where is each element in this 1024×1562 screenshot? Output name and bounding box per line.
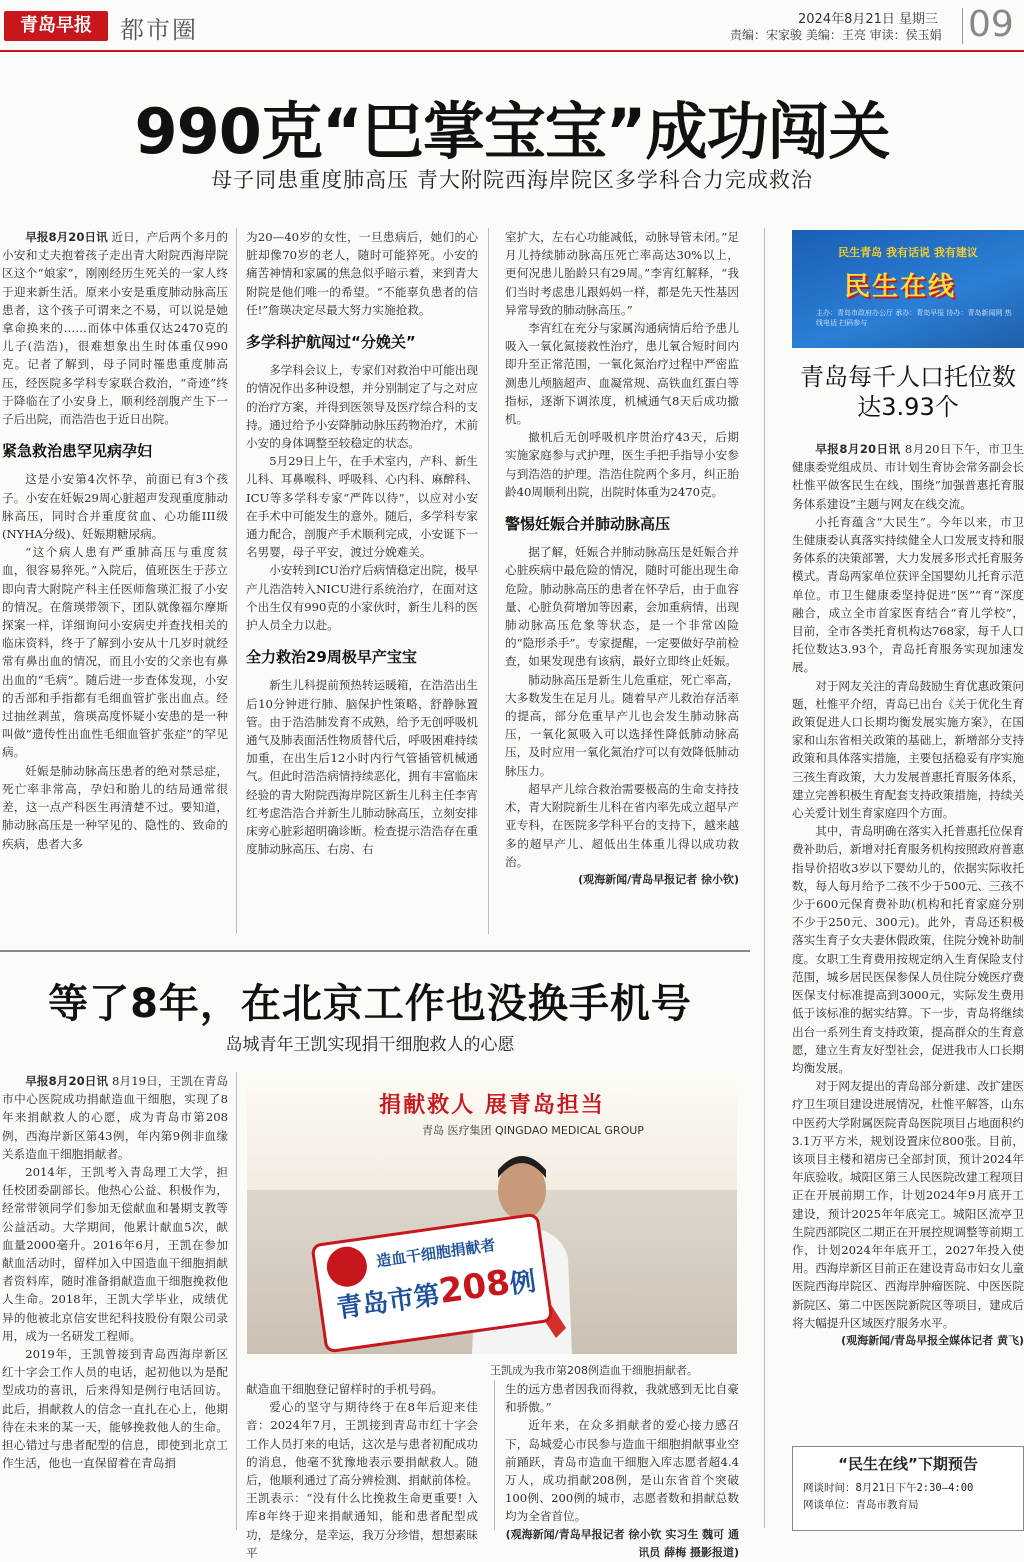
paragraph: 室扩大，左右心功能减低，动脉导管未闭。”足月儿持续肺动脉高压死亡率高达30%以上，更何况患儿胎龄只有29周。”李宵红解释，“我们当时考虑患儿跟妈妈一样，都是先天性基因异常导致的肺动脉高压。” [505, 230, 739, 317]
paragraph: 超早产儿综合救治需要极高的生命支持技术，青大附院新生儿科在省内率先成立超早产亚专科，在医院多学科平台的支持下，越来越多的超早产儿、超低出生体重儿得以成功救治。 [505, 781, 739, 869]
paragraph: 对于网友关注的青岛鼓励生育优惠政策问题，杜惟平介绍，青岛已出台《关于优化生育政策促进人口长期均衡发展实施方案》，在国家和山东省相关政策的基础上，新增部分支持政策和具体落实措施，主要包括稳妥有序实施三孩生育政策，大力发展普惠托育服务体系，建立完善积极生育配套支持政策措施，持续关心关爱计划生育家庭四个方面。 [792, 678, 1024, 821]
paragraph: 肺动脉高压是新生儿危重症，死亡率高，大多数发生在足月儿。随着早产儿救治存活率的提高，部分危重早产儿也会发生肺动脉高压，一氧化氮吸入可以选择性降低肺动脉高压，及时应用一氧化氮治疗可以有效降低肺动脉压力。 [505, 672, 739, 778]
column-divider [494, 1380, 495, 1530]
paragraph: 新生儿科提前预热转运暖箱，在浩浩出生后10分钟进行肺、脑保护性策略，舒静脉置管。由于浩浩肺发育不成熟，给予无创呼吸机通气及肺表面活性物质替代后，呼吸困难持续加重，在出生后12小时内行气管插管机械通气。但此时浩浩病情持续恶化，拥有丰富临床经验的青大附院西海岸院区新生儿科主任李宵红考虑浩浩合并新生儿肺动脉高压，立刻安排床旁心脏彩超明确诊断。检查提示浩浩存在重度肺动脉高压、右房、右 [246, 678, 478, 857]
subhead: 全力救治29周极早产宝宝 [246, 648, 417, 667]
paragraph: 撤机后无创呼吸机序贯治疗43天，后期实施家庭参与式护理，医生手把手指导小安参与到浩浩的护理。浩浩住院两个多月，纠正胎龄40周顺利出院，出院时体重为2470克。 [505, 430, 739, 499]
page-number: 09 [968, 4, 1014, 45]
photo-organization: 青岛 医疗集团 QINGDAO MEDICAL GROUP [422, 1124, 644, 1137]
subhead: 多学科护航闯过“分娩关” [246, 333, 416, 352]
story1-column-2 [246, 228, 478, 934]
paragraph: 生的远方患者因我而得救，我就感到无比自豪和骄傲。” [505, 1382, 739, 1415]
dateline: 早报8月20日讯 [815, 442, 901, 456]
donor-photo [247, 1078, 737, 1354]
photo-banner-title: 捐献救人 展青岛担当 [379, 1093, 605, 1118]
paragraph: 小安转到ICU治疗后病情稳定出院，极早产儿浩浩转入NICU进行系统治疗，在面对这个出生仅有990克的小家伙时，新生儿科的医护人员全力以赴。 [246, 563, 478, 633]
sidebar-divider [764, 228, 765, 1528]
sign-suffix: 例 [507, 1266, 538, 1301]
story2-column-1 [2, 1072, 228, 1530]
sidebar-headline: 青岛每千人口托位数达3.93个 [800, 363, 1016, 421]
story2-column-3 [505, 1380, 739, 1559]
paragraph: 献造血干细胞登记留样时的手机号码。 [246, 1382, 444, 1396]
story2-headline: 等了8年，在北京工作也没换手机号 [48, 981, 692, 1027]
paragraph: 小托育蕴含“大民生”。今年以来，市卫生健康委认真落实持续健全人口发展支持和服务体系的决策部署，大力发展多形式托育服务模式。青岛两家单位获评全国婴幼儿托育示范单位。市卫生健康委坚持促进“医”“育”深度融合，成立全市首家医育结合“育儿学校”，目前，全市各类托育机构达768家，每千人口托位数达3.93个，青岛托育服务实现加速发展。 [792, 514, 1024, 675]
story1-column-3 [505, 228, 739, 938]
story1-headline: 990克“巴掌宝宝”成功闯关 [134, 95, 890, 168]
banner-fine-print: 主办：青岛市政府办公厅 承办：青岛早报 协办：青岛新闻网 热线电话 扫码参与 [816, 309, 1012, 327]
section-name: 都市圈 [120, 16, 198, 44]
subhead: 紧急救治患罕见病孕妇 [2, 442, 153, 461]
sidebar-body [792, 440, 1024, 1442]
preview-time: 网谈时间：8月21日下午2:30—4:00 [803, 1482, 974, 1494]
paragraph: 8月20日下午，市卫生健康委党组成员、市计划生育协会常务副会长杜惟平做客民生在线，围绕“加强普惠托育服务体系建设”主题与网友在线交流。 [792, 442, 1024, 511]
paragraph: 妊娠是肺动脉高压患者的绝对禁忌症，死亡率非常高，孕妇和胎儿的结局通常很差，这一点产科医生再清楚不过。要知道，肺动脉高压是一种罕见的、隐性的、致命的疾病，患者大多 [2, 763, 228, 851]
banner-slogan: 民生青岛 我有话说 我有建议 [838, 246, 978, 259]
dateline: 早报8月20日讯 [25, 1074, 109, 1088]
paragraph: 多学科会议上，专家们对救治中可能出现的情况作出多种设想，并分别制定了与之对应的治疗方案，并得到医领导及医疗综合科的支持。通过给予小安降肺动脉压药物治疗，术前小安的身体调整至较稳定的状态。 [246, 363, 478, 451]
paragraph: 8月19日，王凯在青岛市中心医院成功捐献造血干细胞，实现了8年来捐献救人的心愿，成为青岛市第208例，西海岸新区第43例，年内第9例非血缘关系造血干细胞捐献者。 [2, 1074, 229, 1161]
story1-column-1 [2, 228, 228, 934]
sign-number: 208 [436, 1262, 513, 1312]
photo-caption: 王凯成为我市第208例造血干细胞捐献者。 [490, 1364, 698, 1377]
column-divider [236, 1072, 237, 1530]
paragraph: 2014年，王凯考入青岛理工大学，担任校团委副部长。他热心公益、积极作为，经常带领同学们参加无偿献血和暑期支教等公益活动。大学期间，他累计献血5次，献血量2000毫升。2016年6月，王凯在参加献血活动时，留样加入中国造血干细胞捐献者资料库，随时准备捐献造血干细胞挽救他人生命。2018年，王凯大学毕业，成绩优异的他被北京信安世纪科技股份有限公司录用，成为一名研发工程师。 [2, 1165, 228, 1343]
byline: (观海新闻/青岛早报全媒体记者 黄飞) [841, 1333, 1024, 1347]
dateline: 早报8月20日讯 [25, 230, 108, 244]
paragraph: 这是小安第4次怀孕，前面已有3个孩子。小安在妊娠29周心脏超声发现重度肺动脉高压，同时合并重度贫血、心功能III级(NYHA分级)、妊娠期糖尿病。 [2, 472, 228, 542]
column-divider [488, 228, 489, 934]
story2-column-2 [246, 1380, 478, 1560]
issue-date: 2024年8月21日 星期三 [798, 12, 939, 27]
paragraph: 近年来，在众多捐献者的爱心接力感召下，岛城爱心市民参与造血干细胞捐献事业空前踊跃，青岛市造血干细胞入库志愿者超4.4万人，成功捐献208例，是山东省首个突破100例、200例的城市，志愿者数和捐献总数均为全省首位。 [505, 1418, 739, 1524]
newspaper-logo: 青岛早报 [4, 11, 108, 41]
banner-title: 民生在线 [844, 272, 957, 302]
minsheng-online-banner [792, 230, 1024, 348]
subhead: 警惕妊娠合并肺动脉高压 [505, 515, 671, 534]
story2-subheadline: 岛城青年王凯实现捐干细胞救人的心愿 [225, 1035, 515, 1055]
sign-line-1: 造血干细胞捐献者 [375, 1235, 497, 1271]
next-issue-preview-box [792, 1446, 1024, 1531]
paragraph: 其中，青岛明确在落实入托普惠托位保育费补助后，新增对托育服务机构按照政府普惠指导价招收3岁以下婴幼儿的，依据实际收托数，每人每月给予二孩不少于500元、三孩不少于600元保育费补助(机构和托育家庭分别不少于250元、300元)。此外，青岛还积极落实生育子女夫妻休假政策，住院分娩补助制度。女职工生育费用按规定纳入生育保险支付范围，城乡居民医保参保人员住院分娩医疗费医保支付标准提高到3000元，实际发生费用低于该标准的据实结算。下一步，青岛将继续出台一系列生育支持政策，提高群众的生育意愿，建立生育友好型社会，促进我市人口长期均衡发展。 [792, 824, 1024, 1075]
paragraph: 据了解，妊娠合并肺动脉高压是妊娠合并心脏疾病中最危险的情况，随时可能出现生命危险。肺动脉高压的患者在怀孕后，由于血容量、心脏负荷增加等因素，会加重病情，出现肺动脉高压危象等状态，是一个非常凶险的“隐形杀手”。专家提醒，一定要做好孕前检查，如果发现患有该病，最好立即终止妊娠。 [505, 545, 739, 669]
paragraph: 5月29日上午，在手术室内，产科、新生儿科、耳鼻喉科、呼吸科、心内科、麻醉科、ICU等多学科专家“严阵以待”，以应对小安在手术中可能发生的意外。随后，多学科专家通力配合，剖腹产手术顺利完成，小安诞下一名男婴，母子平安，渡过分娩难关。 [246, 454, 478, 560]
story1-subheadline: 母子同患重度肺高压 青大附院西海岸院区多学科合力完成救治 [211, 168, 813, 192]
sign-prefix: 青岛市第 [334, 1280, 442, 1325]
paragraph: “这个病人患有严重肺高压与重度贫血，很容易猝死。”入院后，值班医生于莎立即向青大附院产科主任医师詹瑛汇报了小安的情况。在詹瑛带领下，团队就像福尔摩斯探案一样，详细询问小安病史并查找相关的临床资料，终于了解到小安从十几岁时就经常有鼻出血的情况，而且小安的父亲也有鼻出血的“毛病”。随后进一步查体发现，小安的舌部和手指都有毛细血管扩张出血点。经过抽丝剥茧，詹瑛高度怀疑小安患的是一种叫做“遗传性出血性毛细血管扩张症”的罕见病。 [2, 545, 228, 760]
preview-title: “民生在线”下期预告 [838, 1455, 978, 1473]
page-number-divider [962, 8, 963, 44]
editor-credits: 责编：宋家骏 美编：王亮 审读：侯玉娟 [730, 28, 942, 42]
byline: (观海新闻/青岛早报记者 徐小钦 实习生 魏可 通讯员 薛梅 摄影报道) [505, 1527, 739, 1559]
paragraph: 2019年，王凯曾接到青岛西海岸新区红十字会工作人员的电话，起初他以为是配型成功的喜讯，后来得知是例行电话回访。此后，捐献救人的信念一直扎在心上，他期待在未来的某一天，能够挽救他人的生命。担心错过与患者配型的信息，即使到北京工作生活，他也一直保留着在青岛捐 [2, 1347, 228, 1471]
byline: (观海新闻/青岛早报记者 徐小钦) [578, 872, 739, 886]
paragraph: 近日，产后两个多月的小安和丈夫抱着孩子走出青大附院西海岸院区这个“娘家”，刚刚经历生死关的一家人终于迎来新生活。原来小安是重度肺动脉高压患者，这个孩子可谓来之不易，可以说是她拿命换来的……而体中体重仅达2470克的儿子(浩浩)，很难想象出生时体重仅990克。记者了解到，母子同时罹患重度肺高压，经医院多学科专家联合救治，“奇迹”终于降临在了小安身上，顺利经剖腹产生下一子后出院，而浩浩也于近日出院。 [2, 230, 228, 427]
paragraph: 为20—40岁的女性，一旦患病后，她们的心脏却像70岁的老人，随时可能猝死。小安的痛苦神情和家属的焦急似乎暗示着，来到青大附院是他们唯一的希望。“不能辜负患者的信任!”詹瑛决定尽最大努力实施抢救。 [246, 230, 478, 317]
preview-unit: 网谈单位：青岛市教育局 [803, 1499, 919, 1511]
paragraph: 对于网友提出的青岛部分新建、改扩建医疗卫生项目建设进展情况，杜惟平解答，山东中医药大学附属医院青岛医院项目占地面积约3.1万平方米，规划设置床位800张。目前，该项目主楼和裙房已全部封顶，预计2024年年底验收。城阳区第三人民医院改建工程项目正在开展前期工作，计划2024年9月底开工建设，预计2025年年底完工。城阳区流亭卫生院西部院区二期正在开展控规调整等前期工作，计划2024年年底开工，2027年投入使用。西海岸新区目前正在建设青岛市妇女儿童医院西海岸院区、西海岸肿瘤医院、中医医院新院区、第二中医医院新院区等项目，建成后将大幅提升区域医疗服务水平。 [792, 1079, 1024, 1330]
story-separator [0, 950, 750, 952]
paragraph: 李宵红在充分与家属沟通病情后给予患儿吸入一氧化氮接救性治疗，患儿氧合短时间内即升至正常范围，一氧化氮治疗过程中严密监测患儿颅脑超声、血凝常规、高铁血红蛋白等指标，逐渐下调浓度，机械通气8天后成功撤机。 [505, 321, 739, 427]
paragraph: 爱心的坚守与期待终于在8年后迎来佳音：2024年7月，王凯接到青岛市红十字会工作人员打来的电话，这次是与患者初配成功的消息，他毫不犹豫地表示要捐献救人。随后，他顺利通过了高分辨检测、捐献前体检。王凯表示：“没有什么比挽救生命更重要! 入库8年终于迎来捐献通知，能和患者配型成功，是缘分，是幸运，我万分珍惜，想想素昧平 [246, 1400, 478, 1560]
column-divider [236, 228, 237, 934]
